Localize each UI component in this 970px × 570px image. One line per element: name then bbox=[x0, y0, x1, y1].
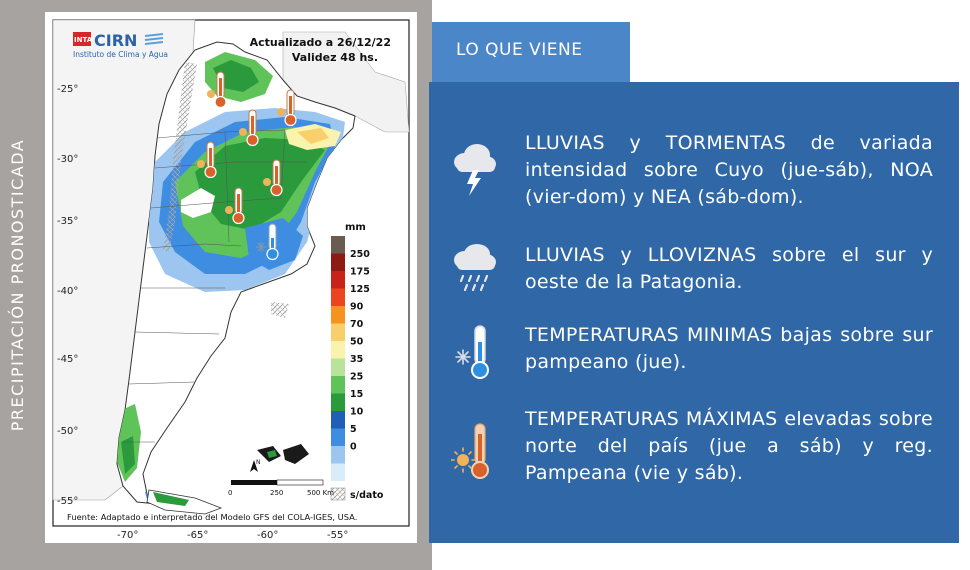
legend-label: 0 bbox=[350, 441, 357, 453]
lat-label: -45° bbox=[57, 354, 79, 365]
legend-label: 70 bbox=[350, 319, 364, 330]
legend-label: 15 bbox=[350, 389, 364, 400]
thunderstorm-icon bbox=[451, 140, 497, 200]
info-item-text: TEMPERATURAS MÁXIMAS elevadas sobre norte del país (jue a sáb) y reg. Pampeana (vie y sáb). bbox=[525, 408, 933, 484]
svg-text:250: 250 bbox=[270, 489, 284, 497]
tab-lo-que-viene bbox=[432, 22, 630, 82]
legend-label: 90 bbox=[350, 301, 364, 313]
thermometer-hot-icon bbox=[451, 422, 497, 482]
legend-swatch bbox=[331, 446, 345, 464]
lat-label: -25° bbox=[57, 84, 79, 95]
svg-text:0: 0 bbox=[228, 489, 233, 497]
svg-text:500 Km: 500 Km bbox=[307, 489, 334, 497]
lat-label: -40° bbox=[57, 286, 79, 297]
lon-label: -55° bbox=[327, 530, 349, 541]
map-card bbox=[45, 12, 417, 543]
svg-text:CIRN: CIRN bbox=[94, 31, 138, 50]
tab-label: LO QUE VIENE bbox=[456, 40, 583, 60]
legend-swatch bbox=[331, 289, 345, 307]
legend-swatch bbox=[331, 306, 345, 324]
svg-text:Instituto de Clima y Agua: Instituto de Clima y Agua bbox=[73, 50, 169, 59]
legend-label: 50 bbox=[350, 336, 364, 348]
source-note: Fuente: Adaptado e interpretado del Modelo GFS del COLA-IGES, USA. bbox=[67, 512, 358, 522]
legend-label: 10 bbox=[350, 406, 364, 418]
lat-label: -50° bbox=[57, 426, 79, 437]
lon-label: -65° bbox=[187, 530, 209, 541]
legend-unit: mm bbox=[345, 222, 366, 233]
legend-nodata-label: s/dato bbox=[350, 490, 384, 501]
legend-swatch bbox=[331, 236, 345, 254]
legend-swatch bbox=[331, 359, 345, 377]
thermometer-cold-icon bbox=[451, 322, 497, 382]
legend-label: 25 bbox=[350, 371, 364, 383]
north-arrow: N bbox=[256, 459, 261, 466]
info-item-text: LLUVIAS y TORMENTAS de variada intensidad sobre Cuyo (jue-sáb), NOA (vier-dom) y NEA (sáb-dom). bbox=[525, 132, 933, 208]
lon-label: -70° bbox=[117, 530, 139, 541]
info-panel bbox=[429, 82, 959, 543]
legend-swatch bbox=[331, 271, 345, 289]
rain-drizzle-icon bbox=[451, 242, 497, 302]
legend-label: 125 bbox=[350, 284, 370, 295]
legend-swatch bbox=[331, 411, 345, 429]
legend-label: 5 bbox=[350, 424, 357, 435]
legend-swatch bbox=[331, 324, 345, 342]
left-panel bbox=[0, 0, 432, 570]
legend-swatch bbox=[331, 341, 345, 359]
info-item-text: LLUVIAS y LLOVIZNAS sobre el sur y oeste de la Patagonia. bbox=[525, 244, 933, 293]
legend-label: 175 bbox=[350, 266, 370, 278]
lat-label: -55° bbox=[57, 496, 79, 507]
legend-swatch bbox=[331, 464, 345, 482]
legend-swatch bbox=[331, 376, 345, 394]
lon-label: -60° bbox=[257, 530, 279, 541]
legend-label: 35 bbox=[350, 354, 364, 365]
info-item-text: TEMPERATURAS MINIMAS bajas sobre sur pampeano (jue). bbox=[525, 324, 933, 373]
svg-text:INTA: INTA bbox=[74, 36, 93, 44]
lat-label: -35° bbox=[57, 216, 79, 227]
legend-swatch bbox=[331, 394, 345, 412]
legend-swatch bbox=[331, 254, 345, 272]
updated-date: Actualizado a 26/12/22 bbox=[249, 36, 391, 49]
legend-swatch bbox=[331, 429, 345, 447]
validity-text: Validez 48 hs. bbox=[291, 51, 378, 64]
legend-label: 250 bbox=[350, 249, 370, 260]
precipitation-map bbox=[45, 12, 417, 543]
lat-label: -30° bbox=[57, 154, 79, 165]
panel-vertical-title: PRECIPITACIÓN PRONOSTICADA bbox=[8, 138, 27, 432]
